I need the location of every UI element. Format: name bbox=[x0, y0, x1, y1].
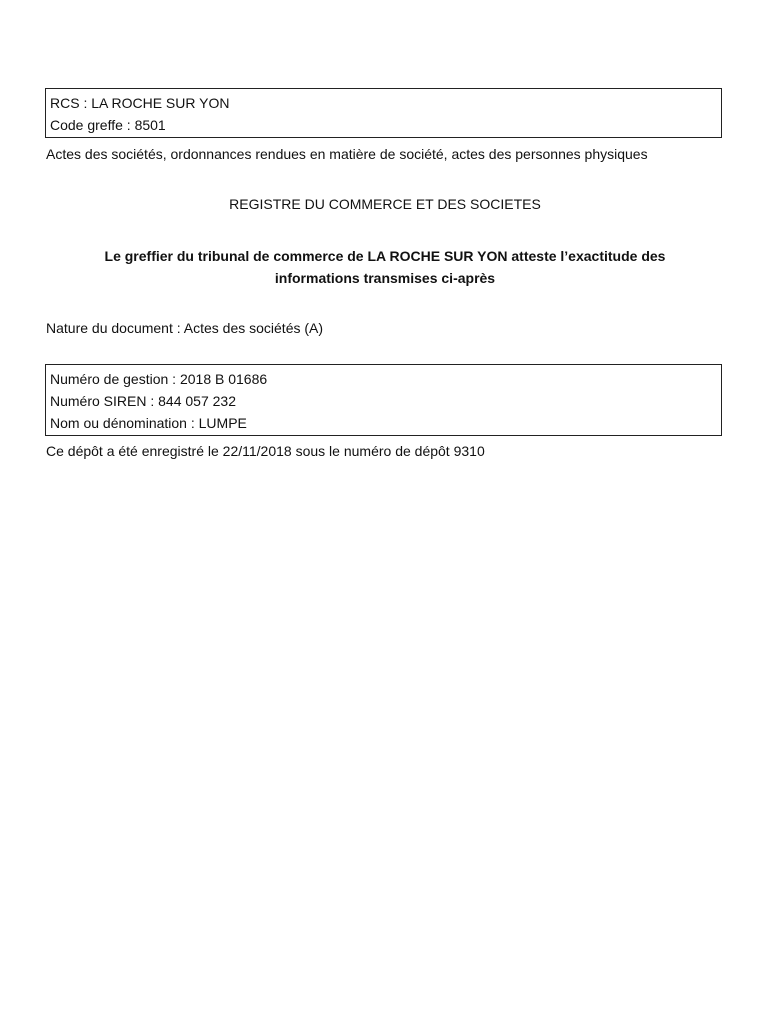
rcs-label: RCS : LA ROCHE SUR YON bbox=[50, 95, 230, 111]
registre-title: REGISTRE DU COMMERCE ET DES SOCIETES bbox=[229, 196, 541, 212]
denomination: Nom ou dénomination : LUMPE bbox=[50, 415, 247, 431]
attestation-statement bbox=[0, 245, 770, 289]
numero-gestion: Numéro de gestion : 2018 B 01686 bbox=[50, 371, 268, 387]
attestation-line-2: informations transmises ci-après bbox=[274, 270, 496, 286]
rcs-info-box bbox=[45, 88, 722, 138]
numero-siren: Numéro SIREN : 844 057 232 bbox=[50, 393, 236, 409]
depot-statement: Ce dépôt a été enregistré le 22/11/2018 sous le numéro de dépôt 9310 bbox=[46, 443, 485, 459]
actes-description: Actes des sociétés, ordonnances rendues en matière de société, actes des personnes physiques bbox=[46, 146, 648, 162]
nature-document: Nature du document : Actes des sociétés (A) bbox=[46, 320, 324, 336]
gestion-info-box bbox=[45, 364, 722, 436]
attestation-line-1: Le greffier du tribunal de commerce de LA ROCHE SUR YON atteste l’exactitude des bbox=[104, 248, 666, 264]
code-greffe-label: Code greffe : 8501 bbox=[50, 117, 166, 133]
